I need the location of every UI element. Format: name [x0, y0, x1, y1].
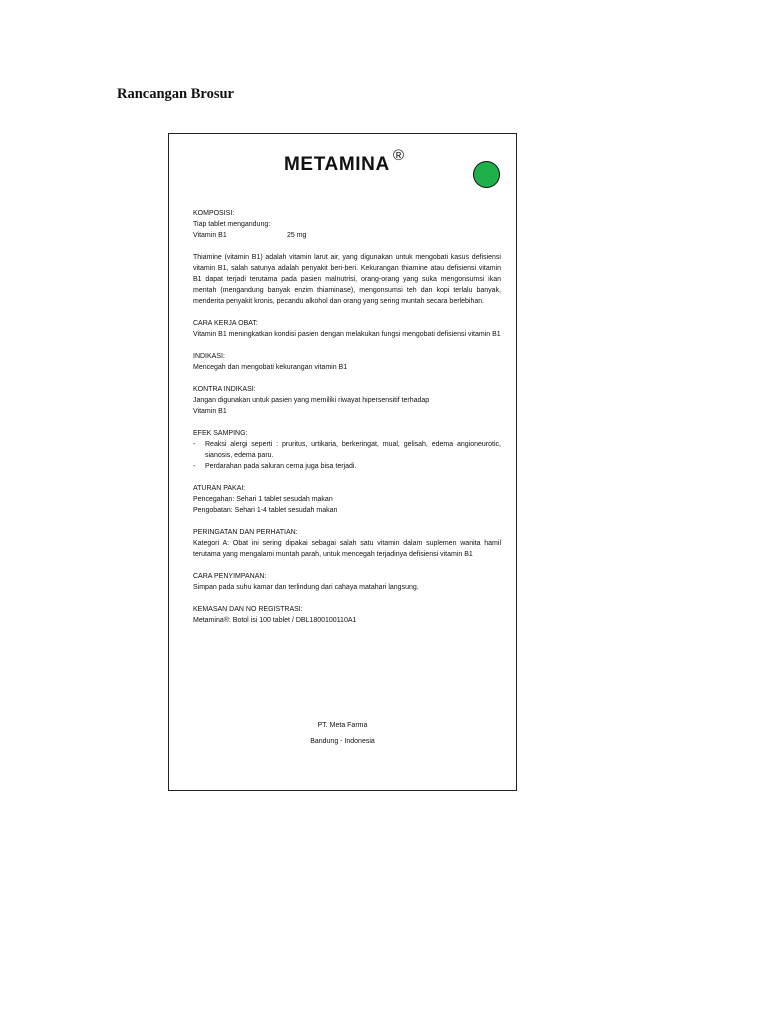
indikasi-text: Mencegah dan mengobati kekurangan vitamin B1	[193, 364, 348, 371]
penyimpanan-text: Simpan pada suhu kamar dan terlindung dari cahaya matahari langsung.	[193, 584, 419, 591]
section-title-kemasan: KEMASAN DAN NO REGISTRASI:	[193, 606, 303, 613]
bullet-dash: -	[193, 441, 196, 448]
section-peringatan	[193, 527, 501, 560]
ingredient-name: Vitamin B1	[193, 232, 227, 239]
komposisi-intro: Tiap tablet mengandung:	[193, 221, 271, 228]
page-heading: Rancangan Brosur	[117, 86, 234, 102]
ingredient-amount: 25 mg	[287, 232, 307, 239]
aturan-pakai-pengobatan: Pengobatan: Sehari 1-4 tablet sesudah makan	[193, 507, 338, 514]
section-title-penyimpanan: CARA PENYIMPANAN:	[193, 573, 267, 580]
brochure-panel	[168, 133, 517, 791]
list-item	[193, 461, 501, 472]
brochure-content	[193, 208, 501, 637]
kontra-indikasi-line-1: Jangan digunakan untuk pasien yang memiliki riwayat hipersensitif terhadap	[193, 397, 430, 404]
efek-samping-item-1: Reaksi alergi seperti : pruritus, urtikaria, berkeringat, mual, gelisah, edema angioneurotic, sianosis, edema paru.	[205, 441, 501, 459]
section-aturan-pakai	[193, 483, 501, 516]
section-kontra-indikasi	[193, 384, 501, 417]
section-title-aturan-pakai: ATURAN PAKAI:	[193, 485, 246, 492]
section-title-cara-kerja: CARA KERJA OBAT:	[193, 320, 258, 327]
section-title-kontra-indikasi: KONTRA INDIKASI:	[193, 386, 256, 393]
kontra-indikasi-line-2: Vitamin B1	[193, 408, 227, 415]
section-penyimpanan	[193, 571, 501, 593]
section-title-peringatan: PERINGATAN DAN PERHATIAN:	[193, 529, 298, 536]
green-circle-icon	[473, 161, 500, 188]
section-efek-samping	[193, 428, 501, 472]
bullet-dash: -	[193, 463, 196, 470]
kemasan-text: Metamina®: Botol isi 100 tablet / DBL1800100110A1	[193, 617, 357, 624]
brochure-footer	[169, 718, 516, 750]
section-cara-kerja	[193, 318, 501, 340]
section-title-efek-samping: EFEK SAMPING:	[193, 430, 248, 437]
aturan-pakai-pencegahan: Pencegahan: Sehari 1 tablet sesudah makan	[193, 496, 333, 503]
section-komposisi	[193, 208, 501, 241]
section-kemasan	[193, 604, 501, 626]
registered-mark: ®	[393, 147, 405, 164]
peringatan-text: Kategori A: Obat ini sering dipakai sebagai salah satu vitamin dalam suplemen wanita hamil terutama yang mengalami muntah parah, untuk mencegah terjadinya defisiensi vitamin B1	[193, 540, 501, 558]
product-name: METAMINA	[284, 154, 390, 175]
section-indikasi	[193, 351, 501, 373]
section-title-indikasi: INDIKASI:	[193, 353, 225, 360]
list-item	[193, 439, 501, 461]
company-name: PT. Meta Farma	[317, 722, 368, 729]
efek-samping-item-2: Perdarahan pada saluran cerna juga bisa terjadi.	[205, 463, 357, 470]
komposisi-description: Thiamine (vitamin B1) adalah vitamin larut air, yang digunakan untuk mengobati kasus defisiensi vitamin B1, salah satunya adalah penyakit beri-beri. Kekurangan thiamine atau defisiensi vitamin B1 dapat terjadi terutama pada pasien malnutrisi, orang-orang yang suka mengonsumsi ikan mentah (mengandung banyak enzim thiaminase), mengonsumsi teh dan kopi terlalu banyak, menderita penyakit kronis, pecandu alkohol dan orang yang sering muntah secara berlebihan.	[193, 254, 501, 305]
section-title-komposisi: KOMPOSISI:	[193, 210, 235, 217]
cara-kerja-text: Vitamin B1 meningkatkan kondisi pasien dengan melakukan fungsi mengobati defisiensi vitamin B1	[193, 331, 501, 338]
ingredient-row	[193, 230, 501, 241]
company-location: Bandung - Indonesia	[310, 738, 375, 745]
